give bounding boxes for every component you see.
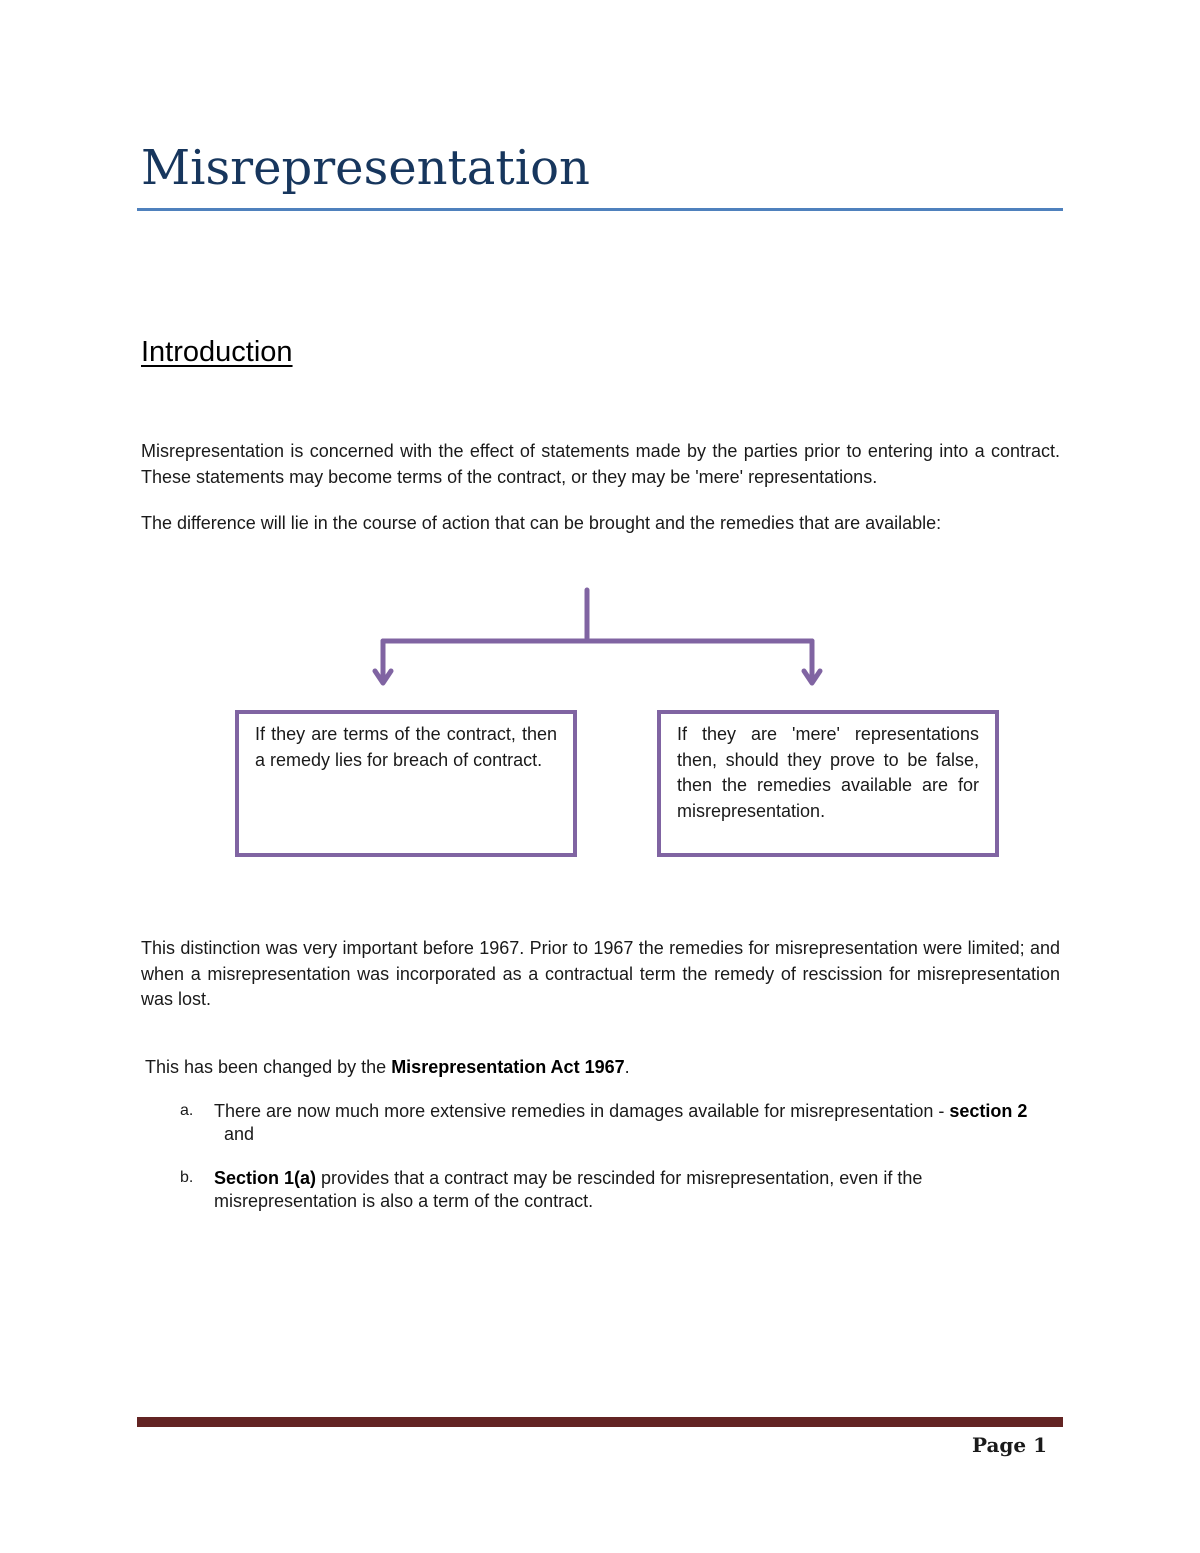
act-change-lead-text: This has been changed by the (145, 1057, 392, 1077)
act-change-trailing-text: . (624, 1057, 630, 1077)
page-number: Page 1 (971, 1433, 1047, 1457)
list-marker: a. (180, 1102, 194, 1119)
title-underline-rule (137, 208, 1063, 211)
list-item-text: provides that a contract may be rescinded for misrepresentation, even if the misrepresentation is also a term of the contract. (214, 1168, 923, 1211)
document-title: Misrepresentation (141, 140, 590, 196)
section-reference: section 2 (949, 1101, 1028, 1121)
list-item (176, 1167, 1036, 1212)
diagram-left-arrowhead (375, 671, 391, 683)
distinction-paragraph: This distinction was very important before 1967. Prior to 1967 the remedies for misrepresentation were limited; and when a misrepresentation was incorporated as a contractual term the remedy of rescission for misrepresentation was lost. (141, 938, 1060, 1009)
section-heading-introduction: Introduction (141, 336, 293, 368)
mere-representations-box: If they are 'mere' representations then, should they prove to be false, then the remedies available are for misrepresentation. (657, 710, 999, 857)
footer-rule (137, 1417, 1063, 1427)
terms-of-contract-box: If they are terms of the contract, then a remedy lies for breach of contract. (235, 710, 577, 857)
difference-paragraph: The difference will lie in the course of action that can be brought and the remedies that are available: (141, 513, 942, 533)
section-reference: Section 1(a) (214, 1168, 317, 1188)
act-name: Misrepresentation Act 1967 (391, 1057, 625, 1077)
list-marker: b. (180, 1169, 194, 1186)
act-changes-list (176, 1100, 1036, 1234)
act-change-paragraph (145, 1055, 1064, 1081)
list-item-trailing-text: and (214, 1123, 255, 1144)
list-item (176, 1100, 1036, 1145)
list-item-text: There are now much more extensive remedies in damages available for misrepresentation - (214, 1101, 950, 1121)
intro-paragraph: Misrepresentation is concerned with the effect of statements made by the parties prior to entering into a contract. These statements may become terms of the contract, or they may be 'mere' representations. (141, 441, 1060, 487)
diagram-right-arrowhead (804, 671, 820, 683)
